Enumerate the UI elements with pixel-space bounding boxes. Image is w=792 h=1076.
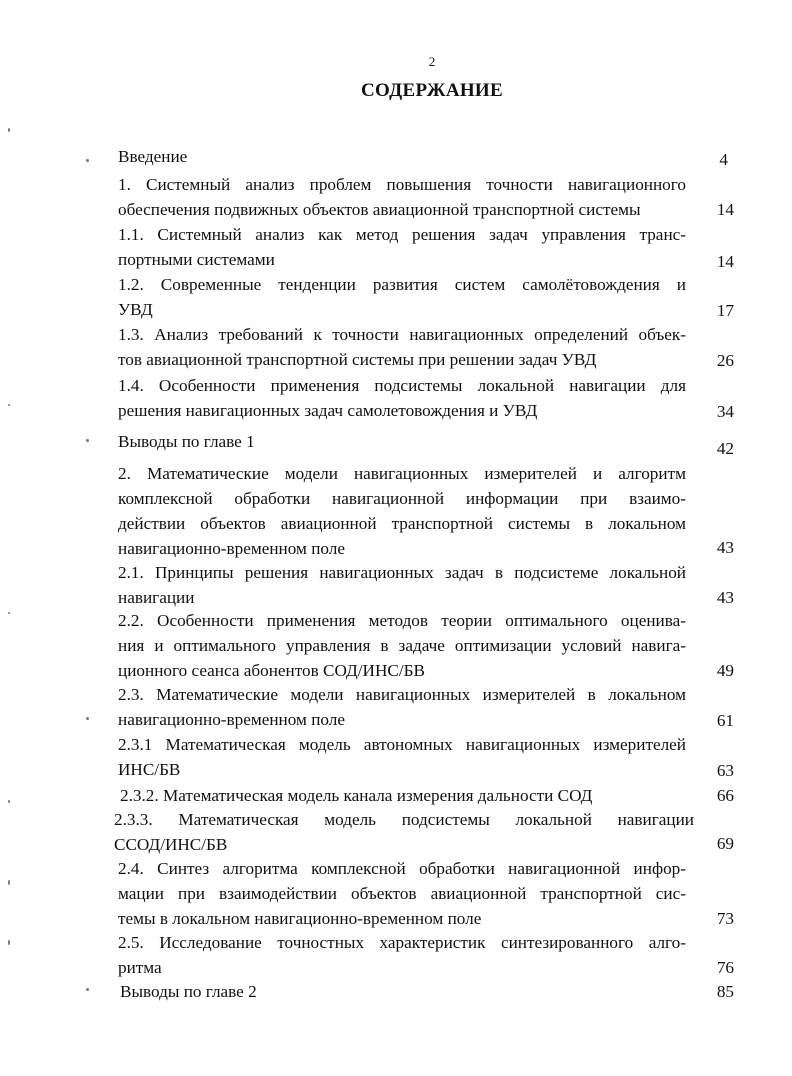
toc-entry-page: 43 xyxy=(716,588,734,607)
toc-entry-line: навигационно-временном поле xyxy=(118,710,345,729)
toc-entry-line: 2. Математические модели навигационных измерителей и алгоритм xyxy=(118,464,686,483)
toc-entry-line: мации при взаимодействии объектов авиационной транспортной сис- xyxy=(118,884,686,903)
toc-entry-line: действии объектов авиационной транспортной системы в локальном xyxy=(118,514,686,533)
toc-entry-conclusions-2 xyxy=(120,979,688,1004)
toc-entry-page: 14 xyxy=(716,252,734,271)
toc-entry-chapter-2 xyxy=(118,461,686,561)
toc-entry-line: ритма xyxy=(118,958,162,977)
scan-speck xyxy=(8,612,10,614)
toc-entry-line: УВД xyxy=(118,300,153,319)
toc-entry-page: 63 xyxy=(716,761,734,780)
toc-entry-section-2-3-2 xyxy=(120,783,688,808)
toc-entry-section-1-4 xyxy=(118,373,686,423)
toc-entry-section-1-3 xyxy=(118,322,686,372)
toc-entry-line: 2.3. Математические модели навигационных измерителей в локальном xyxy=(118,685,686,704)
toc-entry-line: навигационно-временном поле xyxy=(118,539,345,558)
toc-entry-line: 1.3. Анализ требований к точности навигационных определений объек- xyxy=(118,325,686,344)
toc-entry-page: 85 xyxy=(716,982,734,1001)
toc-entry-page: 14 xyxy=(716,200,734,219)
toc-entry-line: комплексной обработки навигационной информации при взаимо- xyxy=(118,489,686,508)
toc-entry-section-2-2 xyxy=(118,608,686,683)
toc-entry-line: 2.4. Синтез алгоритма комплексной обработки навигационной инфор- xyxy=(118,859,686,878)
toc-entry-page: 61 xyxy=(716,711,734,730)
toc-entry-line: обеспечения подвижных объектов авиационной транспортной системы xyxy=(118,200,641,219)
toc-entry-section-2-3 xyxy=(118,682,686,732)
scan-speck xyxy=(8,940,10,945)
scan-speck xyxy=(86,439,89,442)
scan-speck xyxy=(8,880,10,885)
toc-entry-page: 69 xyxy=(716,834,734,853)
scan-speck xyxy=(8,128,10,132)
toc-entry-section-2-5 xyxy=(118,930,686,980)
toc-entry-line: портными системами xyxy=(118,250,275,269)
toc-entry-page: 66 xyxy=(716,786,734,805)
toc-entry-line: 1.4. Особенности применения подсистемы локальной навигации для xyxy=(118,376,686,395)
toc-entry-line: Введение xyxy=(118,147,188,166)
toc-entry-line: тов авиационной транспортной системы при решении задач УВД xyxy=(118,350,597,369)
toc-entry-line: 2.1. Принципы решения навигационных задач в подсистеме локальной xyxy=(118,563,686,582)
toc-entry-line: 2.5. Исследование точностных характеристик синтезированного алго- xyxy=(118,933,686,952)
toc-entry-line: Выводы по главе 1 xyxy=(118,432,255,451)
toc-entry-line: ИНС/БВ xyxy=(118,760,181,779)
toc-entry-section-2-3-3 xyxy=(114,807,694,857)
toc-entry-page: 76 xyxy=(716,958,734,977)
toc-entry-line: ционного сеанса абонентов СОД/ИНС/БВ xyxy=(118,661,425,680)
scan-speck xyxy=(86,717,89,720)
toc-entry-page: 17 xyxy=(716,301,734,320)
scan-speck xyxy=(8,800,10,803)
toc-entry-line: 1.1. Системный анализ как метод решения задач управления транс- xyxy=(118,225,686,244)
toc-entry-line: ССОД/ИНС/БВ xyxy=(114,835,228,854)
toc-entry-line: ния и оптимального управления в задаче оптимизации условий навига- xyxy=(118,636,686,655)
toc-entry-section-2-3-1 xyxy=(118,732,686,782)
toc-entry-section-1-2 xyxy=(118,272,686,322)
toc-entry-section-2-1 xyxy=(118,560,686,610)
toc-entry-line: решения навигационных задач самолетовождения и УВД xyxy=(118,401,538,420)
toc-entry-line: 2.3.3. Математическая модель подсистемы локальной навигации xyxy=(114,810,694,829)
toc-entry-line: 2.3.2. Математическая модель канала измерения дальности СОД xyxy=(120,786,593,805)
toc-entry-section-1-1 xyxy=(118,222,686,272)
toc-entry-line: темы в локальном навигационно-временном поле xyxy=(118,909,482,928)
toc-entry-chapter-1 xyxy=(118,172,686,222)
toc-entry-page: 49 xyxy=(716,661,734,680)
toc-entry-page: 73 xyxy=(716,909,734,928)
toc-entry-page: 4 xyxy=(719,150,728,169)
toc-entry-line: 2.3.1 Математическая модель автономных навигационных измерителей xyxy=(118,735,686,754)
toc-entry-line: 1.2. Современные тенденции развития систем самолётовождения и xyxy=(118,275,686,294)
toc-entry-conclusions-1 xyxy=(118,429,686,454)
scan-speck xyxy=(86,988,89,991)
toc-entry-page: 26 xyxy=(716,351,734,370)
toc-entry-line: навигации xyxy=(118,588,195,607)
page-title: СОДЕРЖАНИЕ xyxy=(361,80,503,101)
toc-entry-page: 42 xyxy=(716,439,734,458)
toc-entry-page: 43 xyxy=(716,538,734,557)
scan-speck xyxy=(86,159,89,162)
page-number: 2 xyxy=(428,54,436,69)
toc-entry-section-2-4 xyxy=(118,856,686,931)
scan-speck xyxy=(8,404,10,406)
toc-entry-introduction xyxy=(118,144,686,169)
toc-entry-line: Выводы по главе 2 xyxy=(120,982,257,1001)
toc-entry-line: 2.2. Особенности применения методов теории оптимального оценива- xyxy=(118,611,686,630)
toc-entry-line: 1. Системный анализ проблем повышения точности навигационного xyxy=(118,175,686,194)
toc-entry-page: 34 xyxy=(716,402,734,421)
